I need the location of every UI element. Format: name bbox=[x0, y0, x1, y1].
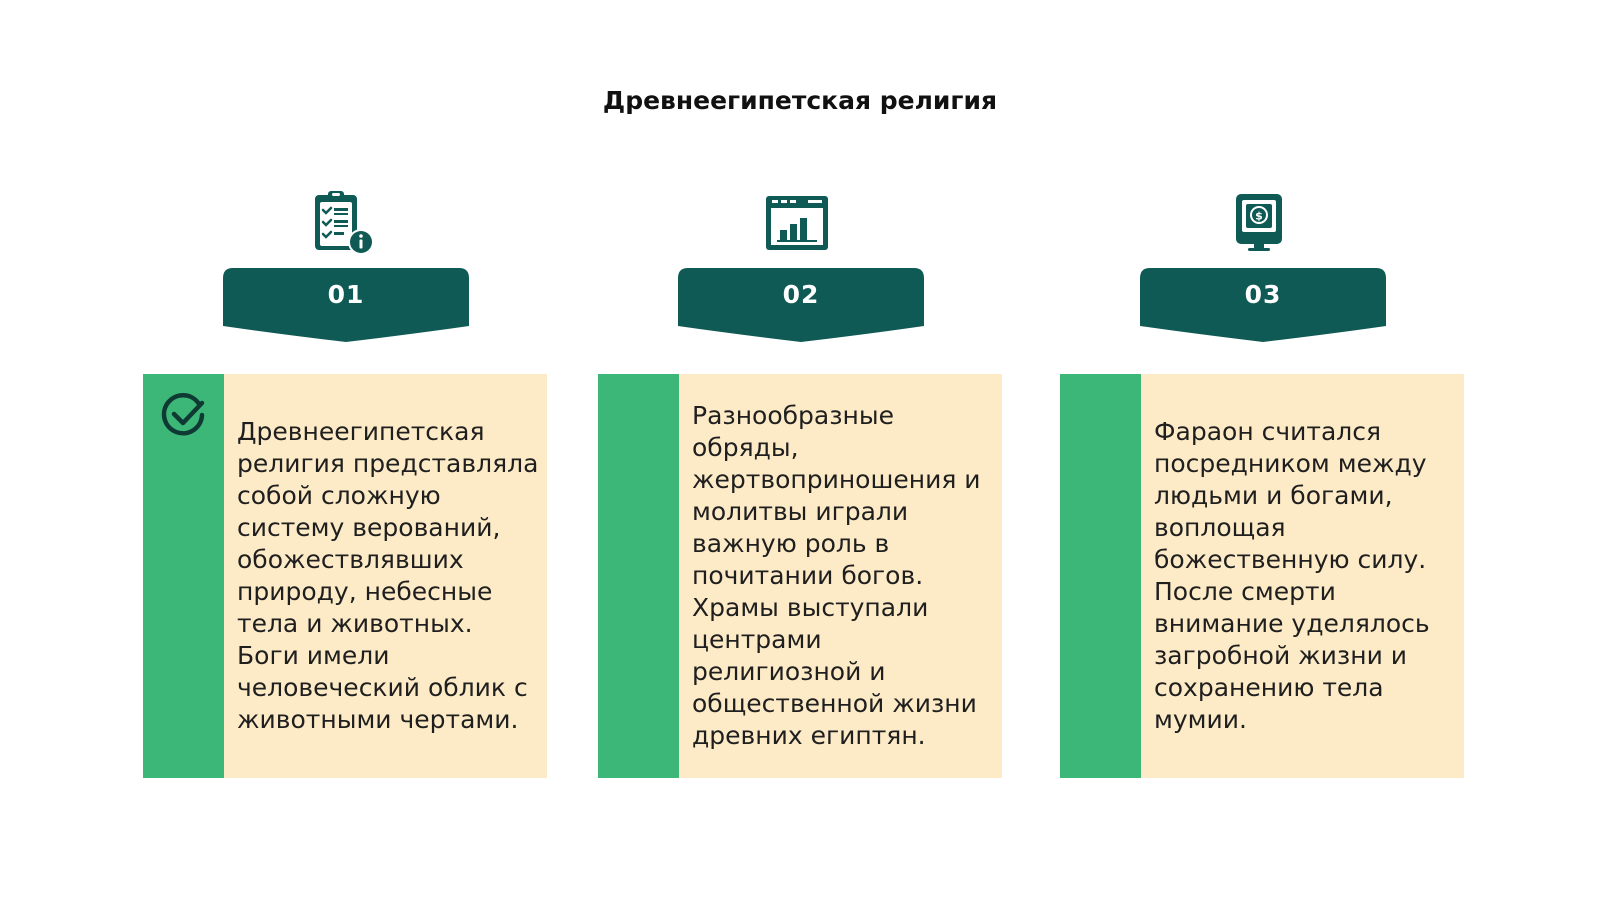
step-number: 02 bbox=[782, 280, 820, 309]
card-accent-strip bbox=[1060, 374, 1141, 778]
step-card-1 bbox=[143, 374, 547, 778]
step-card-2 bbox=[598, 374, 1002, 778]
step-card-3 bbox=[1060, 374, 1464, 778]
card-text-wrap bbox=[237, 374, 539, 778]
step-badge-3 bbox=[1140, 268, 1386, 348]
step-number: 01 bbox=[327, 280, 365, 309]
step-number: 03 bbox=[1244, 280, 1282, 309]
step-column-2 bbox=[598, 0, 1002, 900]
dollar-monitor-icon bbox=[1224, 188, 1294, 258]
step-badge-2 bbox=[678, 268, 924, 348]
check-circle-icon bbox=[161, 392, 207, 438]
step-description: Фараон считался посредником между людьми и богами, воплощая божественную силу. После смерти внимание уделялось загробной жизни и сохранению тела мумии. bbox=[1154, 417, 1430, 734]
step-description: Разнообразные обряды, жертвоприношения и молитвы играли важную роль в почитании богов. Храмы выступали центрами религиозной и общественной жизни древних египтян. bbox=[692, 401, 981, 750]
step-description: Древнеегипетская религия представляла собой сложную систему верований, обожествлявших природу, небесные тела и животных. Боги имели человеческий облик с животными чертами. bbox=[237, 417, 539, 734]
svg-text:$: $ bbox=[1255, 209, 1263, 223]
step-badge-1 bbox=[223, 268, 469, 348]
page-title: Древнеегипетская религия bbox=[602, 86, 998, 115]
bar-chart-window-icon bbox=[762, 188, 832, 258]
card-accent-strip bbox=[143, 374, 224, 778]
clipboard-checklist-info-icon bbox=[307, 188, 377, 258]
step-column-1 bbox=[143, 0, 547, 900]
card-accent-strip bbox=[598, 374, 679, 778]
card-text-wrap bbox=[1154, 374, 1456, 778]
card-text-wrap bbox=[692, 374, 994, 778]
step-column-3 bbox=[1060, 0, 1464, 900]
